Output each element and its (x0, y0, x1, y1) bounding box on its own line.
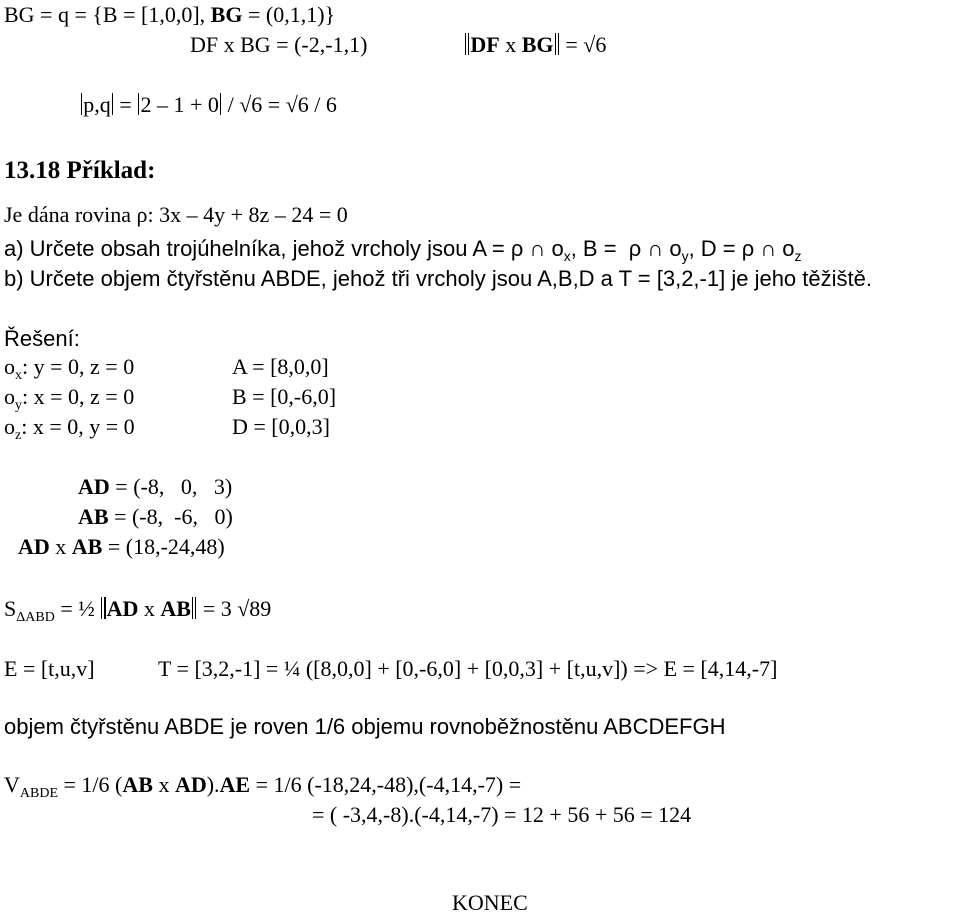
axis-oy: $o_y$: x = 0, z = 0 (4, 384, 135, 413)
vector-ab: AB = (-8, -6, 0) (78, 504, 233, 529)
volume-line-2: = ( -3,4,-8).(-4,14,-7) = 12 + 56 + 56 = 124 (312, 802, 692, 827)
df-bg-norm: DF x BG = √6 (464, 32, 606, 58)
volume-note: objem čtyřstěnu ABDE je roven 1/6 objemu rovnoběžnostěnu ABCDEFGH (4, 714, 726, 739)
example-title: 13.18 Příklad: (4, 157, 156, 184)
point-d: D = [0,0,3] (232, 414, 330, 439)
task-b: b) Určete objem čtyřstěnu ABDE, jehož tři vrcholy jsou A,B,D a T = [3,2,-1] je jeho těžiště. (4, 266, 872, 291)
point-b: B = [0,-6,0] (232, 384, 337, 409)
end-label: KONEC (452, 890, 528, 915)
vector-cross: AD x AB = (18,-24,48) (18, 534, 225, 559)
volume-line-1: $V_{ABDE} = 1/6$ (AB x AD).AE = 1/6 (-18,24,-48),(-4,14,-7) = (4, 772, 522, 801)
pq-formula: p,q = 2 – 1 + 0 / √6 = √6 / 6 (80, 92, 337, 118)
df-bg-cross: DF x BG = (-2,-1,1) (190, 32, 368, 57)
vector-ad: AD = (-8, 0, 3) (78, 474, 233, 499)
point-a: A = [8,0,0] (232, 354, 329, 379)
task-intro: Je dána rovina ρ: 3x – 4y + 8z – 24 = 0 (4, 202, 348, 227)
area-formula: $S_{\Delta ABD}$ = ½ AD x AB = 3 √89 (4, 596, 272, 625)
axis-oz: $o_z$: x = 0, y = 0 (4, 414, 135, 443)
e-definition: E = [t,u,v] (4, 656, 95, 681)
bg-definition: BG = q = {B = [1,0,0], BG = (0,1,1)} (4, 2, 336, 27)
solution-label: Řešení: (4, 326, 80, 351)
task-a: a) Určete obsah trojúhelníka, jehož vrcholy jsou A = ρ ∩ $o_x$, B = ρ ∩ $o_y$, D = ρ ∩ $o_z$ (4, 236, 802, 264)
centroid-equation: T = [3,2,-1] = ¼ ([8,0,0] + [0,-6,0] + [0,0,3] + [t,u,v]) => E = [4,14,-7] (158, 656, 778, 681)
axis-ox: $o_x$: y = 0, z = 0 (4, 354, 135, 383)
